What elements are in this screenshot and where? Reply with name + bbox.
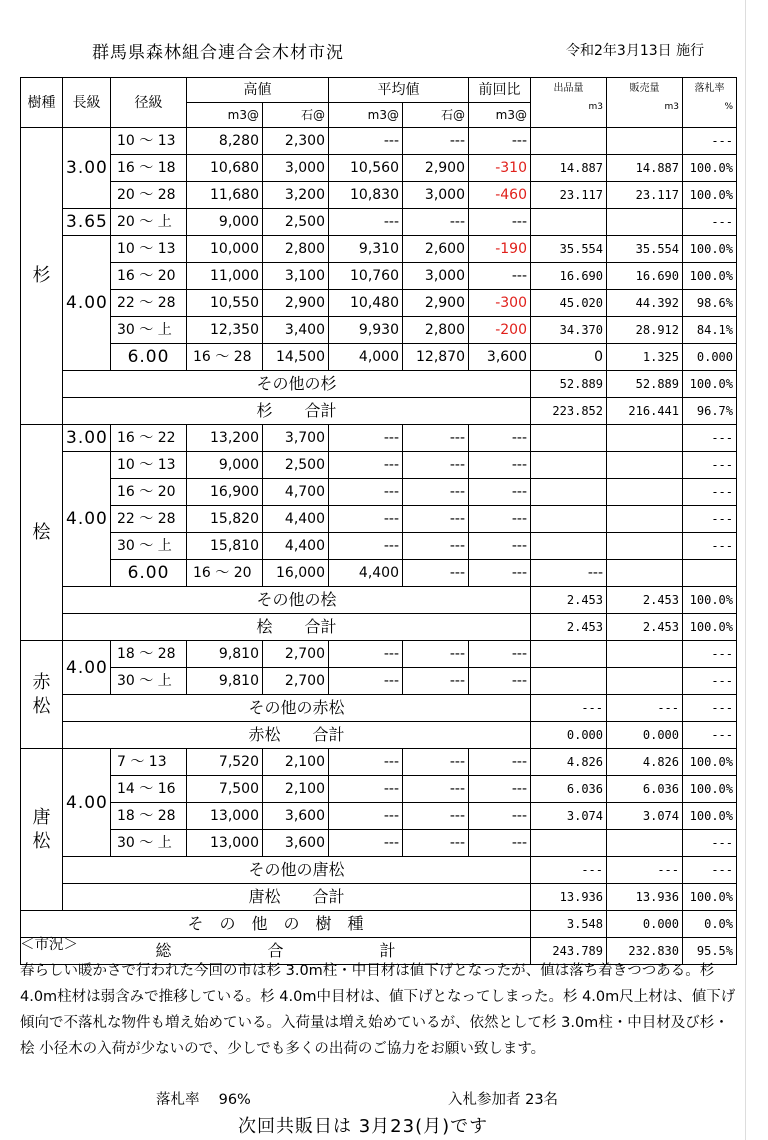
diameter-cell: 30 ～ 上 xyxy=(111,830,187,857)
table-row xyxy=(21,830,737,857)
bid-rate-cell: --- xyxy=(683,857,737,884)
sold-volume-cell: 2.453 xyxy=(607,614,683,641)
shipped-volume-cell: 1.325 xyxy=(607,344,683,371)
shipped-volume-cell: 35.554 xyxy=(531,236,607,263)
prev-diff-cell: --- xyxy=(469,209,531,236)
bid-rate-cell: 100.0% xyxy=(683,749,737,776)
shipped-volume-cell xyxy=(531,128,607,155)
unit-high-m3: m3@ xyxy=(187,103,263,128)
summary-row xyxy=(21,722,737,749)
shipped-volume-cell xyxy=(531,209,607,236)
bid-rate-cell: --- xyxy=(683,452,737,479)
length-cell: 3.00 xyxy=(63,128,111,209)
avg-m3-cell: 9,310 xyxy=(329,236,403,263)
prev-diff-cell: 0 xyxy=(531,344,607,371)
shipped-volume-cell: 3.074 xyxy=(531,803,607,830)
avg-m3-cell: --- xyxy=(329,776,403,803)
avg-m3-cell: --- xyxy=(329,479,403,506)
table-row xyxy=(21,776,737,803)
header-sold-unit: m3 xyxy=(664,102,679,112)
high-koku-cell: 3,700 xyxy=(263,425,329,452)
summary-row xyxy=(21,695,737,722)
unit-high-koku: 石@ xyxy=(263,103,329,128)
high-m3-cell: 11,000 xyxy=(187,263,263,290)
prev-diff-cell: -460 xyxy=(469,182,531,209)
sold-volume-cell: 232.830 xyxy=(607,938,683,965)
footer-next-sale: 次回共販日は 3月23(月)です xyxy=(238,1116,489,1137)
bid-rate-cell: 95.5% xyxy=(683,938,737,965)
species-cell: 赤松 xyxy=(21,641,63,749)
bid-rate-cell: --- xyxy=(683,425,737,452)
sold-volume-cell xyxy=(607,830,683,857)
high-m3-cell: 7,500 xyxy=(187,776,263,803)
high-koku-cell: 2,800 xyxy=(263,236,329,263)
avg-koku-cell: 2,900 xyxy=(403,155,469,182)
summary-label: 赤松 合計 xyxy=(63,722,531,749)
prev-diff-cell: --- xyxy=(469,641,531,668)
high-koku-cell: 3,000 xyxy=(263,155,329,182)
high-koku-cell: 3,600 xyxy=(263,830,329,857)
high-koku-cell: 4,400 xyxy=(263,506,329,533)
table-row xyxy=(21,506,737,533)
avg-koku-cell: --- xyxy=(403,209,469,236)
diameter-cell: 16 ～ 28 xyxy=(187,344,263,371)
length-cell: 4.00 xyxy=(63,236,111,371)
high-m3-cell: 13,000 xyxy=(187,830,263,857)
sold-volume-cell xyxy=(607,533,683,560)
table-header-row xyxy=(21,78,737,103)
prev-diff-cell: --- xyxy=(531,560,607,587)
diameter-cell: 30 ～ 上 xyxy=(111,533,187,560)
avg-m3-cell: --- xyxy=(329,803,403,830)
sold-volume-cell xyxy=(607,641,683,668)
avg-koku-cell: --- xyxy=(403,641,469,668)
diameter-cell: 16 ～ 20 xyxy=(111,479,187,506)
length-cell: 3.00 xyxy=(63,425,111,452)
bid-rate-cell: 100.0% xyxy=(683,776,737,803)
sold-volume-cell: 0.000 xyxy=(683,344,737,371)
table-row xyxy=(21,236,737,263)
unit-avg-koku: 石@ xyxy=(403,103,469,128)
avg-koku-cell: 2,800 xyxy=(403,317,469,344)
shipped-volume-cell: 4.826 xyxy=(531,749,607,776)
header-diameter: 径級 xyxy=(111,78,187,128)
sold-volume-cell: 44.392 xyxy=(607,290,683,317)
avg-m3-cell: --- xyxy=(329,452,403,479)
avg-m3-cell: 9,930 xyxy=(329,317,403,344)
bid-rate-cell: 96.7% xyxy=(683,398,737,425)
diameter-cell: 16 ～ 18 xyxy=(111,155,187,182)
bid-rate-cell: --- xyxy=(683,722,737,749)
avg-m3-cell: 10,480 xyxy=(329,290,403,317)
shipped-volume-cell: 3.548 xyxy=(531,911,607,938)
length-cell: 4.00 xyxy=(63,749,111,857)
high-koku-cell: 3,100 xyxy=(263,263,329,290)
prev-diff-cell: --- xyxy=(469,803,531,830)
shipped-volume-cell xyxy=(531,641,607,668)
shipped-volume-cell: 52.889 xyxy=(531,371,607,398)
sold-volume-cell: 23.117 xyxy=(607,182,683,209)
diameter-cell: 14 ～ 16 xyxy=(111,776,187,803)
market-date: 令和2年3月13日 施行 xyxy=(566,43,705,59)
length-cell: 6.00 xyxy=(111,344,187,371)
sold-volume-cell: --- xyxy=(607,857,683,884)
bid-rate-cell: 100.0% xyxy=(683,884,737,911)
sold-volume-cell: 0.000 xyxy=(607,911,683,938)
prev-diff-cell: --- xyxy=(469,749,531,776)
table-row xyxy=(21,803,737,830)
summary-row xyxy=(21,614,737,641)
bid-rate-cell: 0.0% xyxy=(683,911,737,938)
bid-rate-cell: 100.0% xyxy=(683,587,737,614)
table-row xyxy=(21,155,737,182)
sold-volume-cell: 216.441 xyxy=(607,398,683,425)
shipped-volume-cell xyxy=(531,668,607,695)
prev-diff-cell: -200 xyxy=(469,317,531,344)
avg-koku-cell: --- xyxy=(403,668,469,695)
summary-row xyxy=(21,884,737,911)
table-row xyxy=(21,668,737,695)
prev-diff-cell: -310 xyxy=(469,155,531,182)
high-koku-cell: 4,000 xyxy=(329,344,403,371)
sold-volume-cell: 2.453 xyxy=(607,587,683,614)
diameter-cell: 18 ～ 28 xyxy=(111,641,187,668)
shipped-volume-cell xyxy=(531,425,607,452)
high-koku-cell: 2,700 xyxy=(263,641,329,668)
species-cell: 桧 xyxy=(21,425,63,641)
avg-koku-cell: --- xyxy=(403,506,469,533)
bid-rate-cell: --- xyxy=(683,695,737,722)
high-koku-cell: 2,500 xyxy=(263,209,329,236)
bid-rate-cell: --- xyxy=(683,668,737,695)
high-m3-cell: 16,900 xyxy=(187,479,263,506)
shipped-volume-cell: 2.453 xyxy=(531,587,607,614)
high-m3-cell: 14,500 xyxy=(263,344,329,371)
prev-diff-cell: --- xyxy=(469,425,531,452)
avg-koku-cell: --- xyxy=(403,749,469,776)
shipped-volume-cell: --- xyxy=(531,857,607,884)
sold-volume-cell xyxy=(683,560,737,587)
header-high: 高値 xyxy=(187,78,329,103)
avg-m3-cell: --- xyxy=(329,533,403,560)
table-row xyxy=(21,452,737,479)
high-koku-cell: 2,300 xyxy=(263,128,329,155)
header-shipped-unit: m3 xyxy=(588,102,603,112)
avg-m3-cell: --- xyxy=(329,506,403,533)
high-koku-cell: 3,600 xyxy=(263,803,329,830)
table-row xyxy=(21,641,737,668)
table-row xyxy=(21,317,737,344)
sold-volume-cell xyxy=(607,209,683,236)
avg-koku-cell: 2,600 xyxy=(403,236,469,263)
sold-volume-cell: 0.000 xyxy=(607,722,683,749)
summary-label: その他の杉 xyxy=(63,371,531,398)
page-edge-line xyxy=(745,0,746,1140)
avg-koku-cell: --- xyxy=(403,803,469,830)
diameter-cell: 22 ～ 28 xyxy=(111,290,187,317)
header-length: 長級 xyxy=(63,78,111,128)
table-row xyxy=(21,182,737,209)
prev-diff-cell: --- xyxy=(469,263,531,290)
table-row xyxy=(21,560,737,587)
high-m3-cell: 16,000 xyxy=(263,560,329,587)
avg-m3-cell: --- xyxy=(329,749,403,776)
bid-rate-cell: 100.0% xyxy=(683,371,737,398)
table-row xyxy=(21,290,737,317)
table-row xyxy=(21,209,737,236)
avg-m3-cell: --- xyxy=(329,128,403,155)
high-m3-cell: 12,350 xyxy=(187,317,263,344)
avg-m3-cell: 10,760 xyxy=(329,263,403,290)
sold-volume-cell: 16.690 xyxy=(607,263,683,290)
high-koku-cell: 2,900 xyxy=(263,290,329,317)
table-row xyxy=(21,128,737,155)
bid-rate-cell: --- xyxy=(683,533,737,560)
bid-rate-cell: --- xyxy=(683,128,737,155)
shipped-volume-cell xyxy=(531,452,607,479)
length-cell: 6.00 xyxy=(111,560,187,587)
sold-volume-cell xyxy=(607,452,683,479)
diameter-cell: 16 ～ 20 xyxy=(111,263,187,290)
high-koku-cell: 2,100 xyxy=(263,776,329,803)
header-average: 平均値 xyxy=(329,78,469,103)
high-m3-cell: 9,810 xyxy=(187,668,263,695)
shipped-volume-cell: --- xyxy=(531,695,607,722)
sold-volume-cell: 6.036 xyxy=(607,776,683,803)
header-rate: 落札率 % xyxy=(683,78,737,128)
high-koku-cell: 4,400 xyxy=(263,533,329,560)
high-koku-cell: 2,700 xyxy=(263,668,329,695)
high-m3-cell: 13,000 xyxy=(187,803,263,830)
market-commentary xyxy=(20,932,736,1062)
avg-koku-cell: --- xyxy=(403,479,469,506)
sold-volume-cell xyxy=(607,128,683,155)
avg-koku-cell: 2,900 xyxy=(403,290,469,317)
avg-m3-cell: --- xyxy=(403,560,469,587)
diameter-cell: 7 ～ 13 xyxy=(111,749,187,776)
high-m3-cell: 9,000 xyxy=(187,209,263,236)
bid-rate-cell: 100.0% xyxy=(683,155,737,182)
high-koku-cell: 2,100 xyxy=(263,749,329,776)
summary-label: 総 合 計 xyxy=(21,938,531,965)
sold-volume-cell: 13.936 xyxy=(607,884,683,911)
table-row xyxy=(21,263,737,290)
high-m3-cell: 10,680 xyxy=(187,155,263,182)
footer-bid-rate: 落札率 96% xyxy=(156,1092,251,1108)
avg-m3-cell: 10,560 xyxy=(329,155,403,182)
high-koku-cell: 2,500 xyxy=(263,452,329,479)
shipped-volume-cell xyxy=(531,830,607,857)
sold-volume-cell: 3.074 xyxy=(607,803,683,830)
summary-label: その他の唐松 xyxy=(63,857,531,884)
avg-koku-cell: --- xyxy=(403,776,469,803)
diameter-cell: 10 ～ 13 xyxy=(111,236,187,263)
avg-m3-cell: 12,870 xyxy=(403,344,469,371)
table-row xyxy=(21,344,737,371)
sold-volume-cell xyxy=(607,668,683,695)
header-shipped: 出品量 m3 xyxy=(531,78,607,128)
high-m3-cell: 15,820 xyxy=(187,506,263,533)
diameter-cell: 16 ～ 22 xyxy=(111,425,187,452)
prev-diff-cell: --- xyxy=(469,533,531,560)
diameter-cell: 10 ～ 13 xyxy=(111,452,187,479)
high-m3-cell: 9,810 xyxy=(187,641,263,668)
high-m3-cell: 7,520 xyxy=(187,749,263,776)
high-m3-cell: 10,550 xyxy=(187,290,263,317)
length-cell: 4.00 xyxy=(63,452,111,587)
avg-koku-cell: --- xyxy=(403,425,469,452)
unit-avg-m3: m3@ xyxy=(329,103,403,128)
diameter-cell: 22 ～ 28 xyxy=(111,506,187,533)
diameter-cell: 20 ～ 上 xyxy=(111,209,187,236)
shipped-volume-cell: 16.690 xyxy=(531,263,607,290)
species-cell: 唐松 xyxy=(21,749,63,911)
prev-diff-cell: --- xyxy=(469,506,531,533)
summary-label: その他の赤松 xyxy=(63,695,531,722)
avg-koku-cell: --- xyxy=(403,533,469,560)
market-text: 春らしい暖かさで行われた今回の市は杉 3.0m柱・中目材は値下げとなったが、値は落ち着きつつある。杉 4.0m柱材は弱含みで推移している。杉 4.0m中目材は、値下げとなってしまった。杉 4.0m尺上材は、値下げ傾向で不落札な物件も増え始めている。入荷量は増え始めているが、依然として杉 3.0m柱・中目材及び杉・桧 小径木の入荷が少ないので、少しでも多くの出荷のご協力をお願い致します。 xyxy=(20,963,736,1057)
shipped-volume-cell: 0.000 xyxy=(531,722,607,749)
sold-volume-cell: 14.887 xyxy=(607,155,683,182)
high-m3-cell: 15,810 xyxy=(187,533,263,560)
table-row xyxy=(21,425,737,452)
diameter-cell: 10 ～ 13 xyxy=(111,128,187,155)
bid-rate-cell: 100.0% xyxy=(683,263,737,290)
bid-rate-cell: --- xyxy=(683,209,737,236)
shipped-volume-cell: 45.020 xyxy=(531,290,607,317)
bid-rate-cell: --- xyxy=(683,830,737,857)
length-cell: 4.00 xyxy=(63,641,111,695)
shipped-volume-cell: 23.117 xyxy=(531,182,607,209)
shipped-volume-cell: 223.852 xyxy=(531,398,607,425)
sold-volume-cell: 52.889 xyxy=(607,371,683,398)
diameter-cell: 18 ～ 28 xyxy=(111,803,187,830)
shipped-volume-cell: 243.789 xyxy=(531,938,607,965)
sold-volume-cell: 28.912 xyxy=(607,317,683,344)
avg-koku-cell: 3,000 xyxy=(403,263,469,290)
sold-volume-cell xyxy=(607,479,683,506)
bid-rate-cell: --- xyxy=(683,506,737,533)
high-koku-cell: 3,400 xyxy=(263,317,329,344)
diameter-cell: 20 ～ 28 xyxy=(111,182,187,209)
sold-volume-cell: 4.826 xyxy=(607,749,683,776)
summary-row xyxy=(21,857,737,884)
bid-rate-cell: --- xyxy=(683,479,737,506)
high-m3-cell: 10,000 xyxy=(187,236,263,263)
header-prev: 前回比 xyxy=(469,78,531,103)
high-m3-cell: 11,680 xyxy=(187,182,263,209)
prev-diff-cell: --- xyxy=(469,452,531,479)
bid-rate-cell: 100.0% xyxy=(683,614,737,641)
avg-m3-cell: --- xyxy=(329,830,403,857)
high-koku-cell: 4,400 xyxy=(329,560,403,587)
bid-rate-cell: 98.6% xyxy=(683,290,737,317)
avg-m3-cell: --- xyxy=(329,641,403,668)
prev-diff-cell: --- xyxy=(469,776,531,803)
prev-diff-cell: -300 xyxy=(469,290,531,317)
bid-rate-cell: 100.0% xyxy=(683,236,737,263)
high-m3-cell: 13,200 xyxy=(187,425,263,452)
avg-koku-cell: 3,000 xyxy=(403,182,469,209)
prev-diff-cell: --- xyxy=(469,128,531,155)
diameter-cell: 30 ～ 上 xyxy=(111,668,187,695)
footer-participants: 入札参加者 23名 xyxy=(448,1092,559,1108)
bid-rate-cell: 100.0% xyxy=(683,803,737,830)
avg-m3-cell: --- xyxy=(329,209,403,236)
table-row xyxy=(21,479,737,506)
species-cell: 杉 xyxy=(21,128,63,425)
diameter-cell: 30 ～ 上 xyxy=(111,317,187,344)
high-koku-cell: 3,200 xyxy=(263,182,329,209)
summary-row xyxy=(21,398,737,425)
shipped-volume-cell xyxy=(607,560,683,587)
prev-diff-cell: --- xyxy=(469,830,531,857)
header-rate-unit: % xyxy=(724,102,733,112)
shipped-volume-cell: 6.036 xyxy=(531,776,607,803)
summary-label: 杉 合計 xyxy=(63,398,531,425)
high-m3-cell: 9,000 xyxy=(187,452,263,479)
shipped-volume-cell xyxy=(531,533,607,560)
table-row xyxy=(21,749,737,776)
avg-koku-cell: 3,600 xyxy=(469,344,531,371)
prev-diff-cell: -190 xyxy=(469,236,531,263)
summary-row xyxy=(21,371,737,398)
bid-rate-cell: --- xyxy=(683,641,737,668)
page-title: 群馬県森林組合連合会木材市況 xyxy=(92,43,344,63)
sold-volume-cell xyxy=(607,425,683,452)
header-species: 樹種 xyxy=(21,78,63,128)
shipped-volume-cell: 34.370 xyxy=(531,317,607,344)
avg-m3-cell: 10,830 xyxy=(329,182,403,209)
high-koku-cell: 4,700 xyxy=(263,479,329,506)
header-sold: 販売量 m3 xyxy=(607,78,683,128)
high-m3-cell: 8,280 xyxy=(187,128,263,155)
unit-prev-m3: m3@ xyxy=(469,103,531,128)
sold-volume-cell: 35.554 xyxy=(607,236,683,263)
prev-diff-cell: --- xyxy=(469,479,531,506)
summary-row xyxy=(21,587,737,614)
length-cell: 3.65 xyxy=(63,209,111,236)
avg-koku-cell: --- xyxy=(469,560,531,587)
sold-volume-cell xyxy=(607,506,683,533)
summary-label: 唐松 合計 xyxy=(63,884,531,911)
prev-diff-cell: --- xyxy=(469,668,531,695)
market-price-table xyxy=(20,77,737,965)
diameter-cell: 16 ～ 20 xyxy=(187,560,263,587)
avg-koku-cell: --- xyxy=(403,128,469,155)
shipped-volume-cell: 14.887 xyxy=(531,155,607,182)
summary-label: その他の桧 xyxy=(63,587,531,614)
shipped-volume-cell: 13.936 xyxy=(531,884,607,911)
avg-koku-cell: --- xyxy=(403,452,469,479)
avg-m3-cell: --- xyxy=(329,668,403,695)
summary-label: 桧 合計 xyxy=(63,614,531,641)
shipped-volume-cell xyxy=(531,479,607,506)
bid-rate-cell: 100.0% xyxy=(683,182,737,209)
sold-volume-cell: --- xyxy=(607,695,683,722)
bid-rate-cell: 84.1% xyxy=(683,317,737,344)
shipped-volume-cell xyxy=(531,506,607,533)
avg-m3-cell: --- xyxy=(329,425,403,452)
avg-koku-cell: --- xyxy=(403,830,469,857)
shipped-volume-cell: 2.453 xyxy=(531,614,607,641)
market-heading: ＜市況＞ xyxy=(20,937,78,953)
table-row xyxy=(21,533,737,560)
summary-label: そ の 他 の 樹 種 xyxy=(21,911,531,938)
